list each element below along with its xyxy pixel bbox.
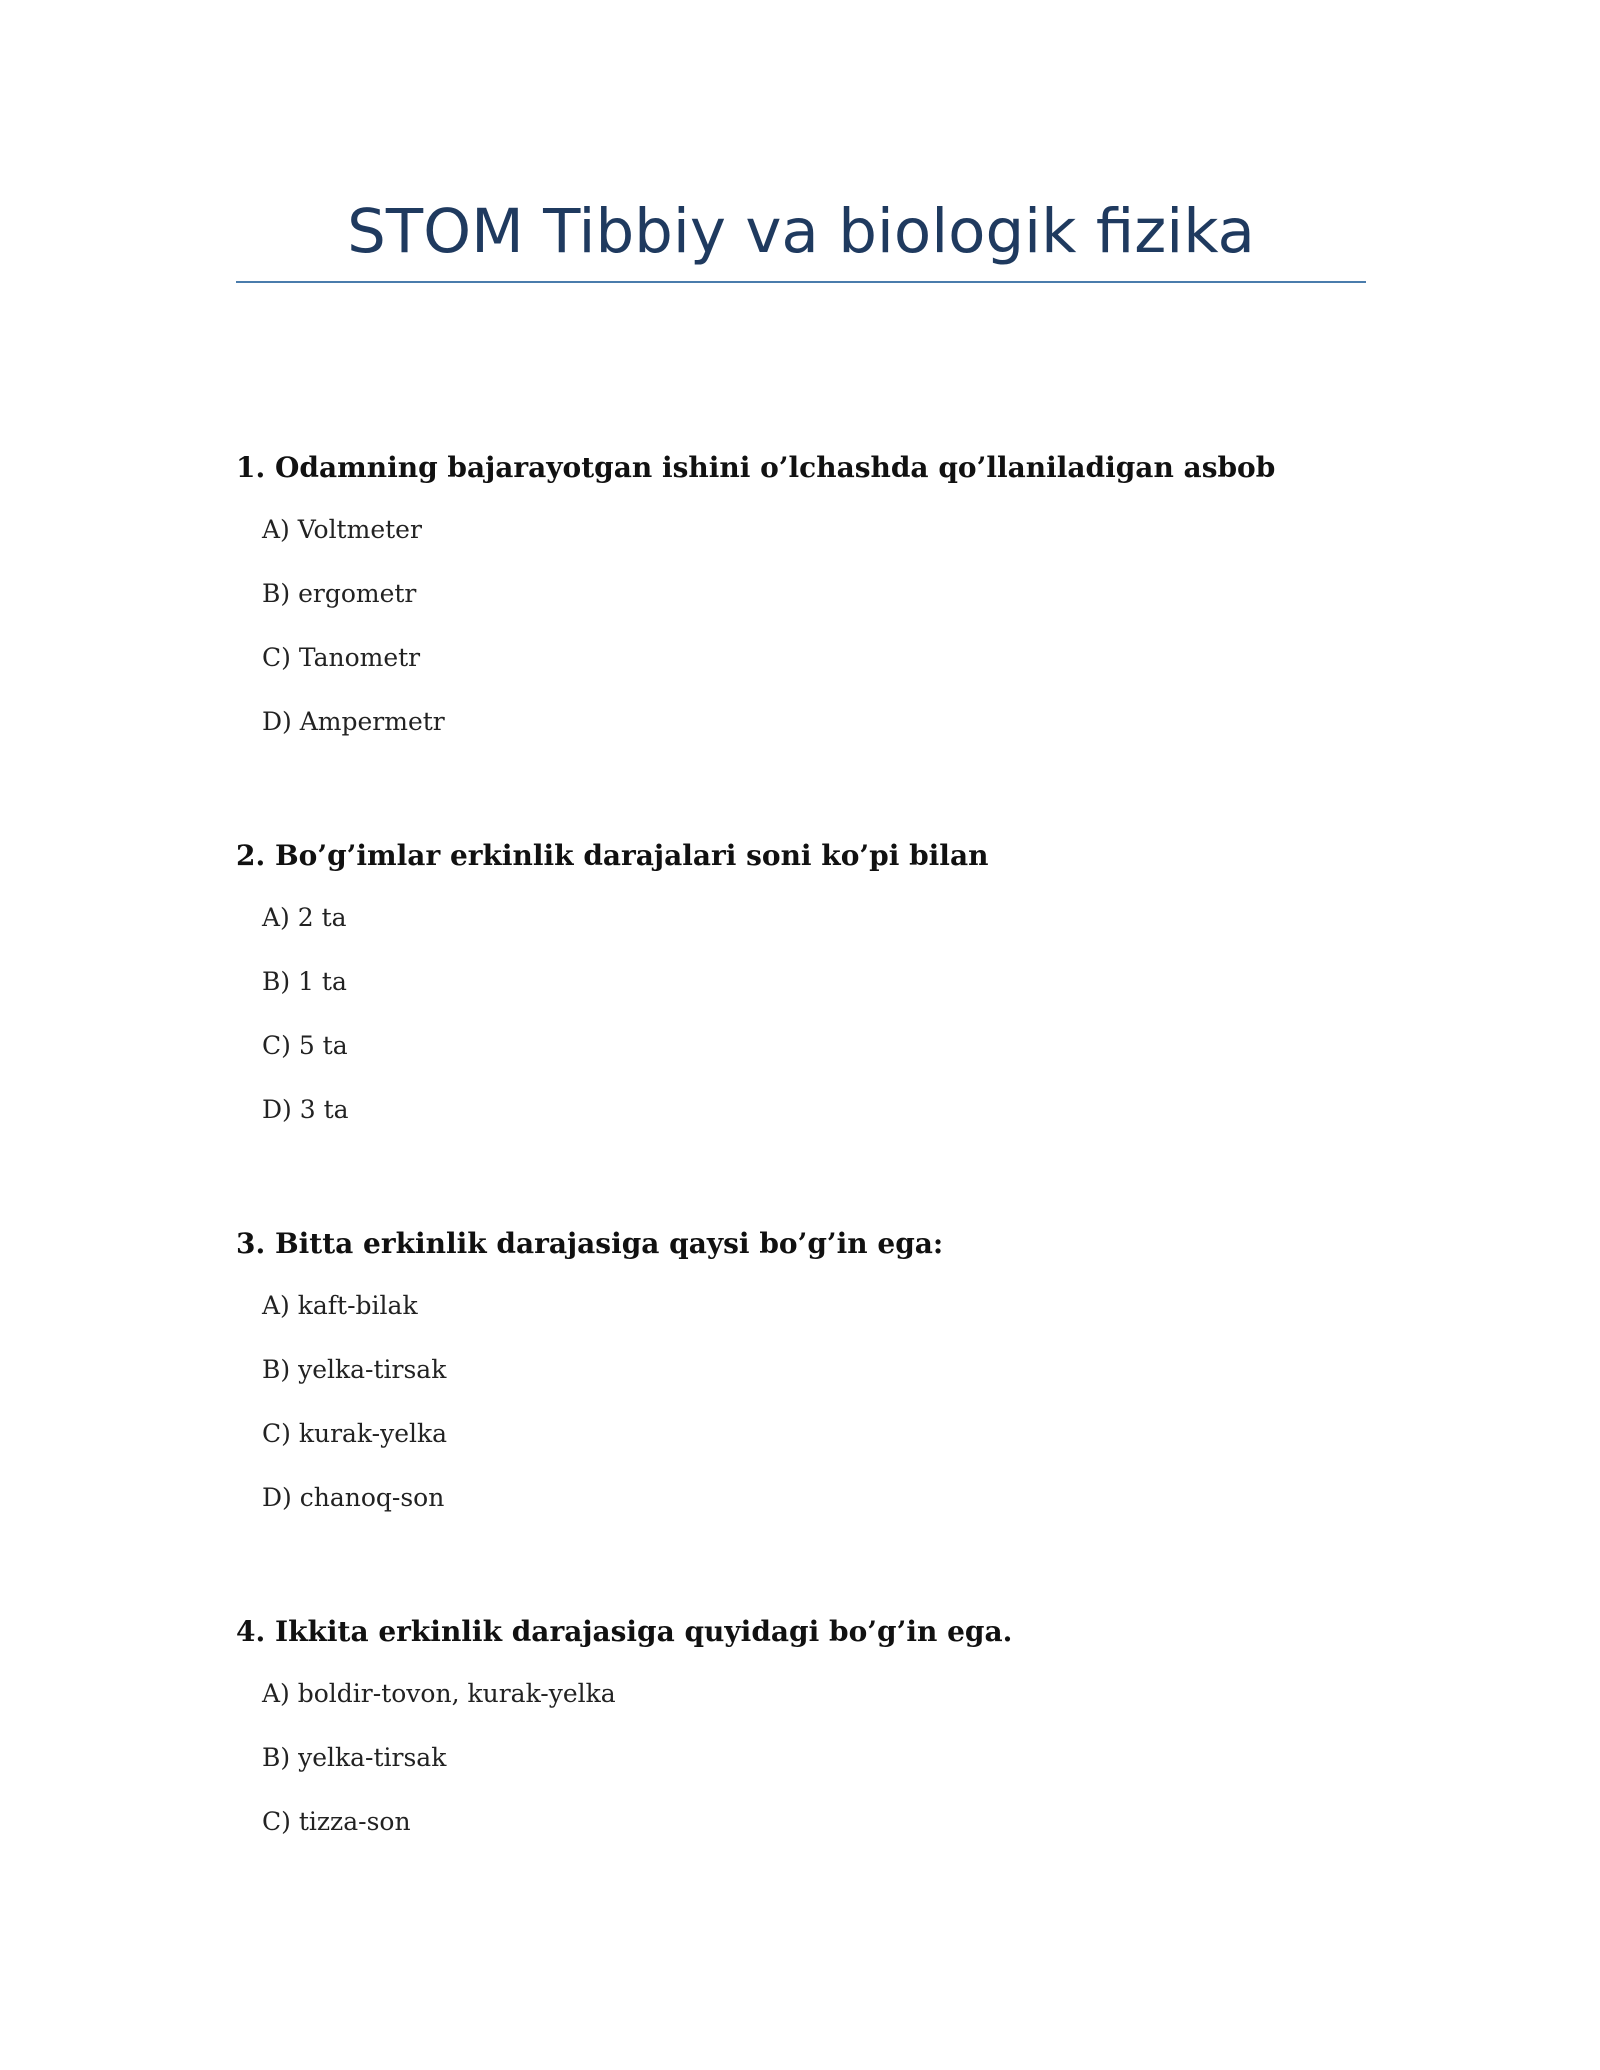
answer-option-b: B) 1 ta xyxy=(262,967,347,996)
answer-option-c: C) tizza-son xyxy=(262,1807,411,1836)
answer-options xyxy=(236,1674,1366,1842)
answer-option-c: C) 5 ta xyxy=(262,1031,348,1060)
question-text: 4. Ikkita erkinlik darajasiga quyidagi bo’g’in ega. xyxy=(236,1615,1013,1648)
answer-option-b: B) yelka-tirsak xyxy=(262,1743,447,1772)
question-1 xyxy=(236,448,1366,766)
answer-option-a: A) Voltmeter xyxy=(262,515,422,544)
answer-options xyxy=(236,1286,1366,1518)
answer-option-a: A) boldir-tovon, kurak-yelka xyxy=(262,1679,616,1708)
answer-option-d: D) Ampermetr xyxy=(262,707,445,736)
answer-options xyxy=(236,510,1366,742)
answer-option-b: B) yelka-tirsak xyxy=(262,1355,447,1384)
question-4 xyxy=(236,1612,1366,1866)
question-text: 1. Odamning bajarayotgan ishini o’lchashda qo’llaniladigan asbob xyxy=(236,451,1276,484)
answer-option-d: D) 3 ta xyxy=(262,1095,349,1124)
answer-option-a: A) 2 ta xyxy=(262,903,347,932)
answer-option-d: D) chanoq-son xyxy=(262,1483,445,1512)
document-title: STOM Tibbiy va biologik fizika xyxy=(347,196,1255,267)
question-text: 3. Bitta erkinlik darajasiga qaysi bo’g’in ega: xyxy=(236,1227,944,1260)
question-2 xyxy=(236,836,1366,1154)
answer-option-c: C) kurak-yelka xyxy=(262,1419,448,1448)
question-text: 2. Bo’g’imlar erkinlik darajalari soni ko’pi bilan xyxy=(236,839,989,872)
answer-option-a: A) kaft-bilak xyxy=(262,1291,418,1320)
answer-options xyxy=(236,898,1366,1130)
answer-option-c: C) Tanometr xyxy=(262,643,421,672)
question-3 xyxy=(236,1224,1366,1542)
answer-option-b: B) ergometr xyxy=(262,579,417,608)
title-underline xyxy=(236,281,1366,283)
